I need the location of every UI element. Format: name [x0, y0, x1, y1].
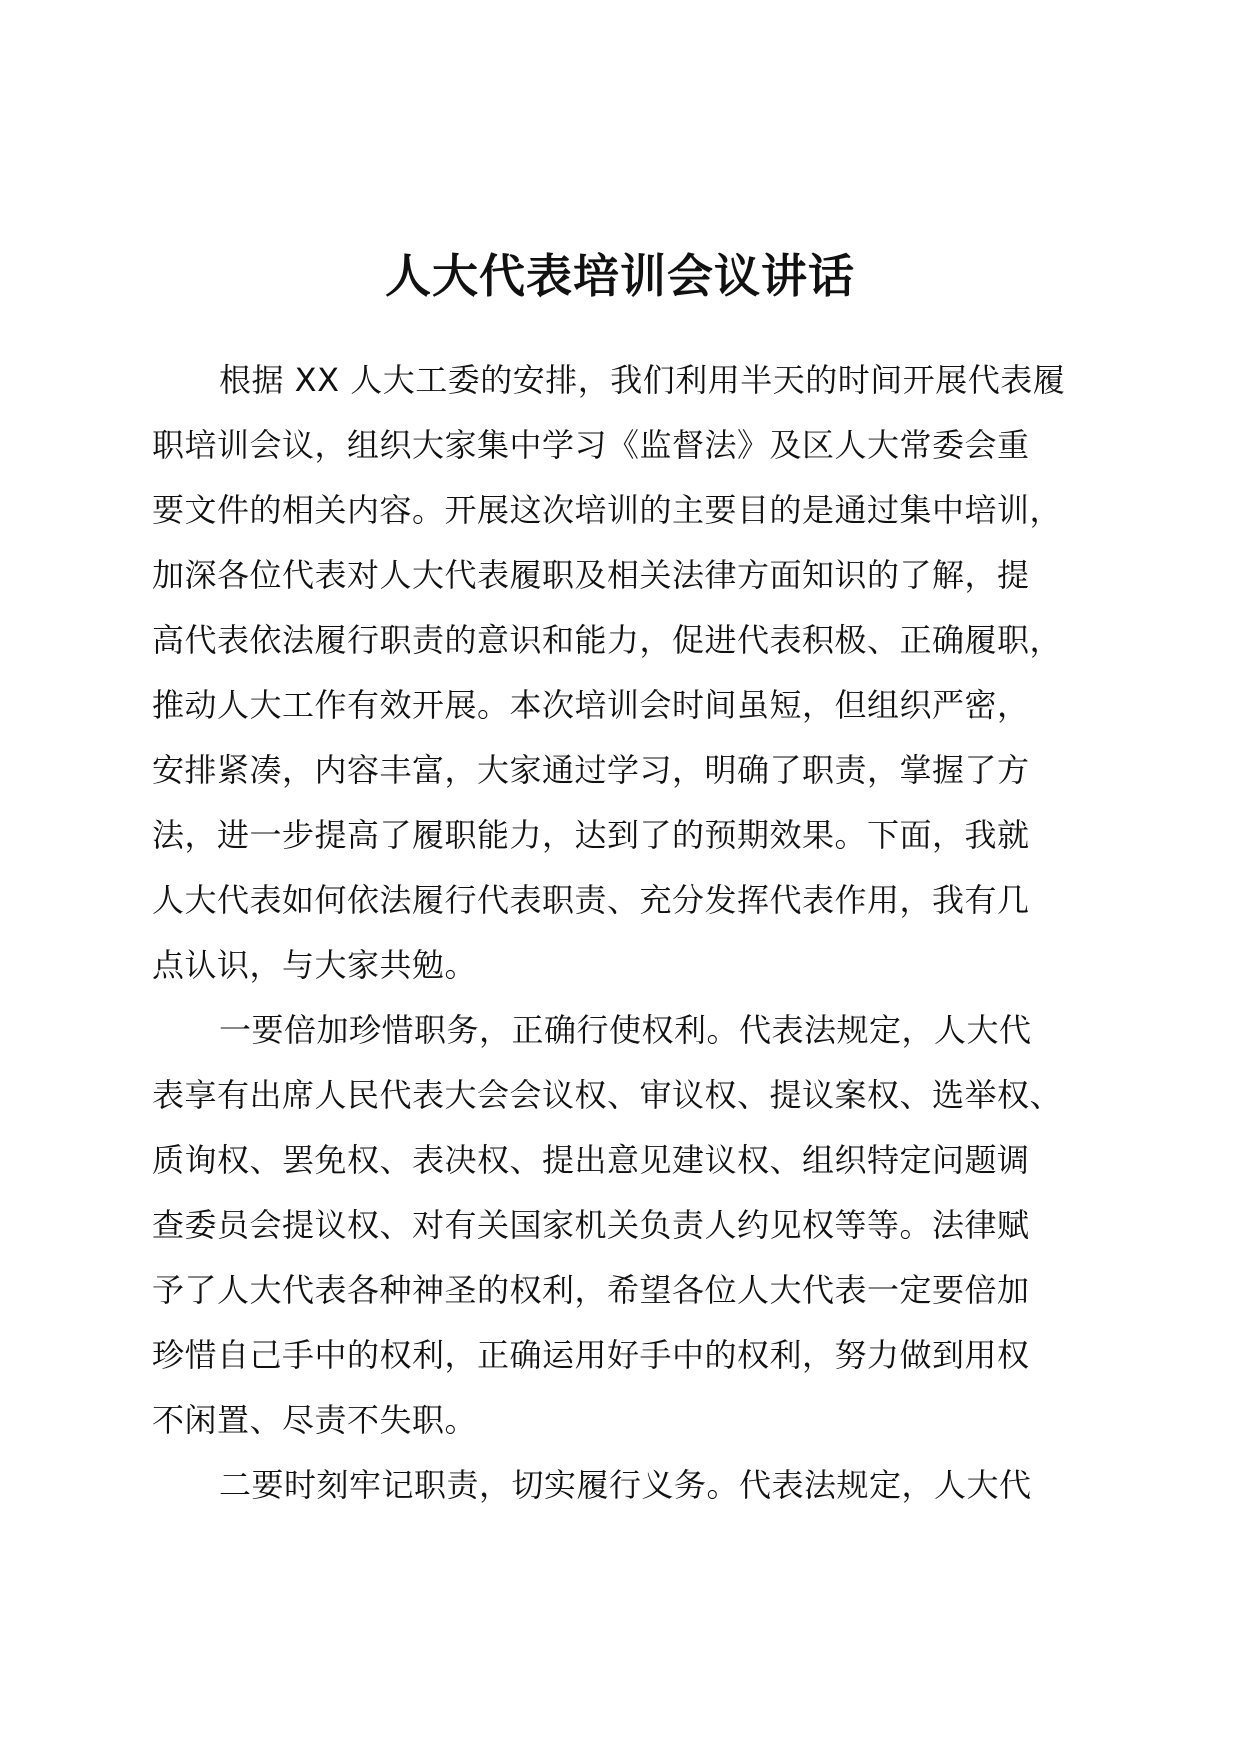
- paragraph-line: 质询权、罢免权、表决权、提出意见建议权、组织特定问题调: [152, 1141, 1030, 1179]
- paragraph-line: 表享有出席人民代表大会会议权、审议权、提议案权、选举权、: [152, 1076, 1063, 1114]
- paragraph-line: 要文件的相关内容。开展这次培训的主要目的是通过集中培训，: [152, 491, 1063, 529]
- paragraph-line: 高代表依法履行职责的意识和能力，促进代表积极、正确履职，: [152, 621, 1063, 659]
- paragraph-line: 推动人大工作有效开展。本次培训会时间虽短，但组织严密，: [152, 686, 1030, 724]
- document-body: [152, 348, 1112, 1518]
- paragraph-line: 珍惜自己手中的权利，正确运用好手中的权利，努力做到用权: [152, 1336, 1030, 1374]
- paragraph-line: 二要时刻牢记职责，切实履行义务。代表法规定，人大代: [219, 1466, 1032, 1504]
- paragraph-line: 根据 XX 人大工委的安排，我们利用半天的时间开展代表履: [219, 361, 1066, 399]
- paragraph-line: 不闲置、尽责不失职。: [152, 1401, 478, 1439]
- paragraph-line: 点认识，与大家共勉。: [152, 946, 478, 984]
- paragraph-line: 职培训会议，组织大家集中学习《监督法》及区人大常委会重: [152, 426, 1030, 464]
- paragraph-line: 查委员会提议权、对有关国家机关负责人约见权等等。法律赋: [152, 1206, 1030, 1244]
- paragraph-line: 加深各位代表对人大代表履职及相关法律方面知识的了解，提: [152, 556, 1030, 594]
- paragraph-line: 予了人大代表各种神圣的权利，希望各位人大代表一定要倍加: [152, 1271, 1030, 1309]
- document-title: 人大代表培训会议讲话: [385, 249, 855, 303]
- paragraph-line: 法，进一步提高了履职能力，达到了的预期效果。下面，我就: [152, 816, 1030, 854]
- paragraph-line: 人大代表如何依法履行代表职责、充分发挥代表作用，我有几: [152, 881, 1030, 919]
- paragraph-line: 一要倍加珍惜职务，正确行使权利。代表法规定，人大代: [219, 1011, 1032, 1049]
- paragraph-line: 安排紧凑，内容丰富，大家通过学习，明确了职责，掌握了方: [152, 751, 1030, 789]
